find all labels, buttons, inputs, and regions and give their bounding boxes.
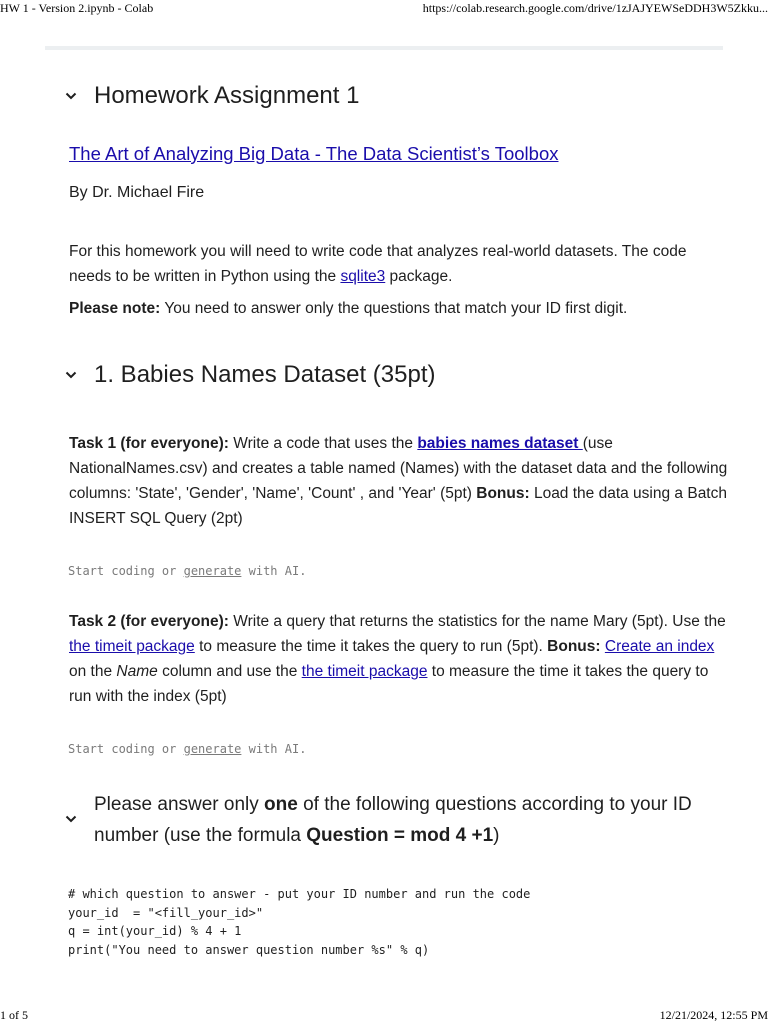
author-line: By Dr. Michael Fire <box>69 184 205 201</box>
empty-code-cell-2[interactable] <box>68 741 306 757</box>
print-title: HW 1 - Version 2.ipynb - Colab <box>0 1 154 15</box>
name-column-italic: Name <box>116 663 158 680</box>
code-placeholder-text-end: with AI. <box>241 564 307 578</box>
print-footer <box>0 1008 768 1024</box>
code-line: print("You need to answer question number %s" % q) <box>68 942 430 957</box>
task1-paragraph <box>69 431 729 531</box>
task1-label: Task 1 (for everyone): <box>69 435 229 452</box>
print-datetime: 12/21/2024, 12:55 PM <box>659 1008 768 1022</box>
print-url: https://colab.research.google.com/drive/1zJAJYEWSeDDH3W5Zkku... <box>422 1 768 15</box>
code-placeholder-text: Start coding or <box>68 742 184 756</box>
create-index-link[interactable]: Create an index <box>604 638 715 655</box>
question-heading-text-2: of the following questions according to your ID number (use the formula <box>94 794 692 846</box>
babies-dataset-link[interactable]: babies names dataset <box>417 435 583 452</box>
question-heading-text: Please answer only <box>94 794 265 815</box>
question-heading-bold-one: one <box>264 794 298 815</box>
chevron-down-icon[interactable] <box>63 88 79 104</box>
print-header <box>0 0 768 16</box>
page-number: 1 of 5 <box>0 1008 28 1022</box>
chevron-down-icon[interactable] <box>63 367 79 383</box>
cell-divider <box>45 46 723 50</box>
section-heading-babies: 1. Babies Names Dataset (35pt) <box>94 361 436 388</box>
task1-text: Write a code that uses the <box>228 435 418 452</box>
task1-text-3: Load the data using a Batch INSERT SQL Query (2pt) <box>69 485 727 527</box>
generate-link[interactable]: generate <box>183 742 242 756</box>
code-placeholder-text: Start coding or <box>68 564 184 578</box>
code-cell-question[interactable] <box>68 885 530 959</box>
intro-text-end: package. <box>385 268 453 285</box>
sqlite3-link[interactable]: sqlite3 <box>340 268 386 285</box>
task2-text-3: on the <box>69 663 117 680</box>
chevron-down-icon[interactable] <box>63 811 79 827</box>
question-heading-text-3: ) <box>493 825 500 846</box>
timeit-link-2[interactable]: the timeit package <box>301 663 428 680</box>
code-line: q = int(your_id) % 4 + 1 <box>68 924 242 938</box>
code-placeholder-text-end: with AI. <box>241 742 307 756</box>
note-text: You need to answer only the questions that match your ID first digit. <box>160 300 628 317</box>
task2-bonus-label: Bonus: <box>547 638 601 655</box>
timeit-link[interactable]: the timeit package <box>69 638 195 655</box>
task2-paragraph <box>69 609 729 709</box>
course-link[interactable]: The Art of Analyzing Big Data - The Data Scientist’s Toolbox <box>69 143 559 164</box>
generate-link[interactable]: generate <box>183 564 242 578</box>
question-heading-formula: Question = mod 4 +1 <box>306 825 494 846</box>
note-label: Please note: <box>69 300 161 317</box>
empty-code-cell[interactable] <box>68 563 306 579</box>
intro-paragraph <box>69 239 729 289</box>
intro-text: For this homework you will need to write code that analyzes real-world datasets. The code needs to be written in Python using the <box>69 243 687 285</box>
note-paragraph <box>69 296 729 321</box>
section-heading-homework: Homework Assignment 1 <box>94 82 360 109</box>
section-heading-question <box>94 789 734 851</box>
task2-text-5: to measure the time it takes the query to run with the index (5pt) <box>69 663 709 705</box>
code-line: # which question to answer - put your ID number and run the code <box>68 887 531 901</box>
task2-text-2: to measure the time it takes the query to run (5pt). <box>194 638 548 655</box>
task2-label: Task 2 (for everyone): <box>69 613 229 630</box>
code-line: your_id = "<fill_your_id>" <box>68 905 264 920</box>
task2-text: Write a query that returns the statistics for the name Mary (5pt). Use the <box>228 613 726 630</box>
task1-bonus-label: Bonus: <box>476 485 530 502</box>
task2-text-4: column and use the <box>157 663 302 680</box>
task1-text-2: (use NationalNames.csv) and creates a table named (Names) with the dataset data and the following columns: 'State', 'Gender', 'Name', 'Count' , and 'Year' (5pt) <box>69 435 728 502</box>
